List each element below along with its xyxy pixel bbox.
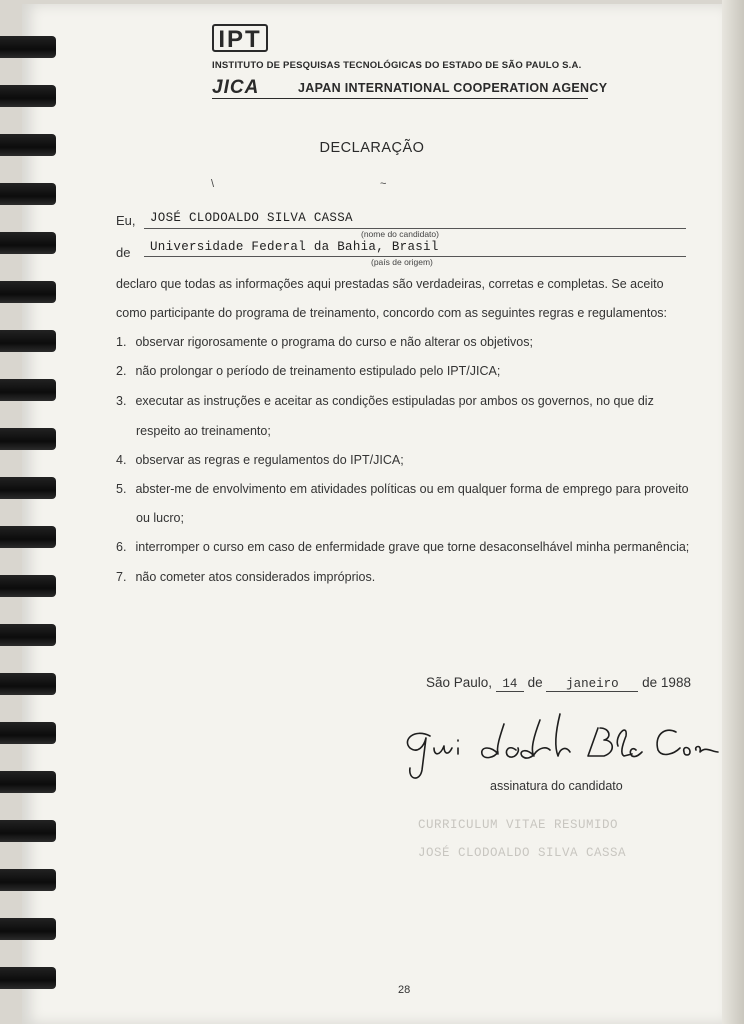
page-number: 28 [398,984,411,996]
item-number: 1. [116,335,127,349]
show-through-text: CURRICULUM VITAE RESUMIDO [418,818,619,832]
binding-ring [0,673,56,695]
binding-ring [0,36,56,58]
item-number: 3. [116,394,127,408]
list-item [116,453,404,467]
jica-agency-name: JAPAN INTERNATIONAL COOPERATION AGENCY [298,81,608,95]
document-title: DECLARAÇÃO [319,140,425,156]
item-number: 5. [116,482,127,496]
binding-ring [0,918,56,940]
binding-ring [0,575,56,597]
date-day: 14 [496,677,524,692]
binding-ring [0,85,56,107]
item-text: observar as regras e regulamentos do IPT/JICA; [135,453,404,467]
list-item-continuation: ou lucro; [136,511,184,525]
eu-label: Eu, [116,213,136,228]
date-city: São Paulo, [426,675,493,690]
item-number: 4. [116,453,127,467]
binding-ring [0,967,56,989]
pen-mark: \ [211,178,215,190]
binding-ring [0,477,56,499]
binding-ring [0,183,56,205]
binding-ring [0,428,56,450]
list-item [116,364,500,378]
date-de: de [527,675,543,690]
show-through-text: JOSÉ CLODOALDO SILVA CASSA [418,846,627,860]
item-number: 2. [116,364,127,378]
jica-logo: JICA [212,77,260,98]
binding-ring [0,869,56,891]
candidate-name-caption: (nome do candidato) [361,229,439,239]
date-line [426,675,691,692]
binding-ring [0,624,56,646]
item-text: observar rigorosamente o programa do curso e não alterar os objetivos; [135,335,533,349]
list-item-continuation: respeito ao treinamento; [136,424,271,438]
document-page [22,4,722,1024]
declaration-text: como participante do programa de treinamento, concordo com as seguintes regras e regulamentos: [116,306,667,320]
list-item [116,394,654,408]
origin-value: Universidade Federal da Bahia, Brasil [150,240,439,254]
date-year: de 1988 [642,675,691,690]
pen-mark: ~ [380,178,387,190]
binding-ring [0,330,56,352]
item-number: 6. [116,540,127,554]
item-text: interromper o curso em caso de enfermidade grave que torne desaconselhável minha permanência; [135,540,690,554]
origin-caption: (país de origem) [371,257,433,267]
item-text: não cometer atos considerados impróprios. [135,570,376,584]
binding-ring [0,820,56,842]
candidate-name-value: JOSÉ CLODOALDO SILVA CASSA [150,211,353,225]
signature-caption: assinatura do candidato [490,779,623,793]
handwritten-signature [400,706,720,786]
binding-ring [0,722,56,744]
binding-ring [0,526,56,548]
ipt-logo: IPT [212,24,268,52]
list-item [116,482,689,496]
list-item [116,335,533,349]
item-text: não prolongar o período de treinamento estipulado pelo IPT/JICA; [135,364,501,378]
letterhead-rule [212,98,588,99]
binding-ring [0,232,56,254]
binding-ring [0,771,56,793]
declaration-text: declaro que todas as informações aqui prestadas são verdadeiras, corretas e completas. Se aceito [116,277,664,291]
binding-ring [0,379,56,401]
item-number: 7. [116,570,127,584]
list-item [116,570,375,584]
list-item [116,540,689,554]
binding-ring [0,281,56,303]
institute-name: INSTITUTO DE PESQUISAS TECNOLÓGICAS DO ESTADO DE SÃO PAULO S.A. [212,60,582,71]
item-text: abster-me de envolvimento em atividades políticas ou em qualquer forma de emprego para proveito [135,482,689,496]
item-text: executar as instruções e aceitar as condições estipuladas por ambos os governos, no que diz [135,394,654,408]
de-label: de [116,245,131,260]
date-month: janeiro [546,677,638,692]
